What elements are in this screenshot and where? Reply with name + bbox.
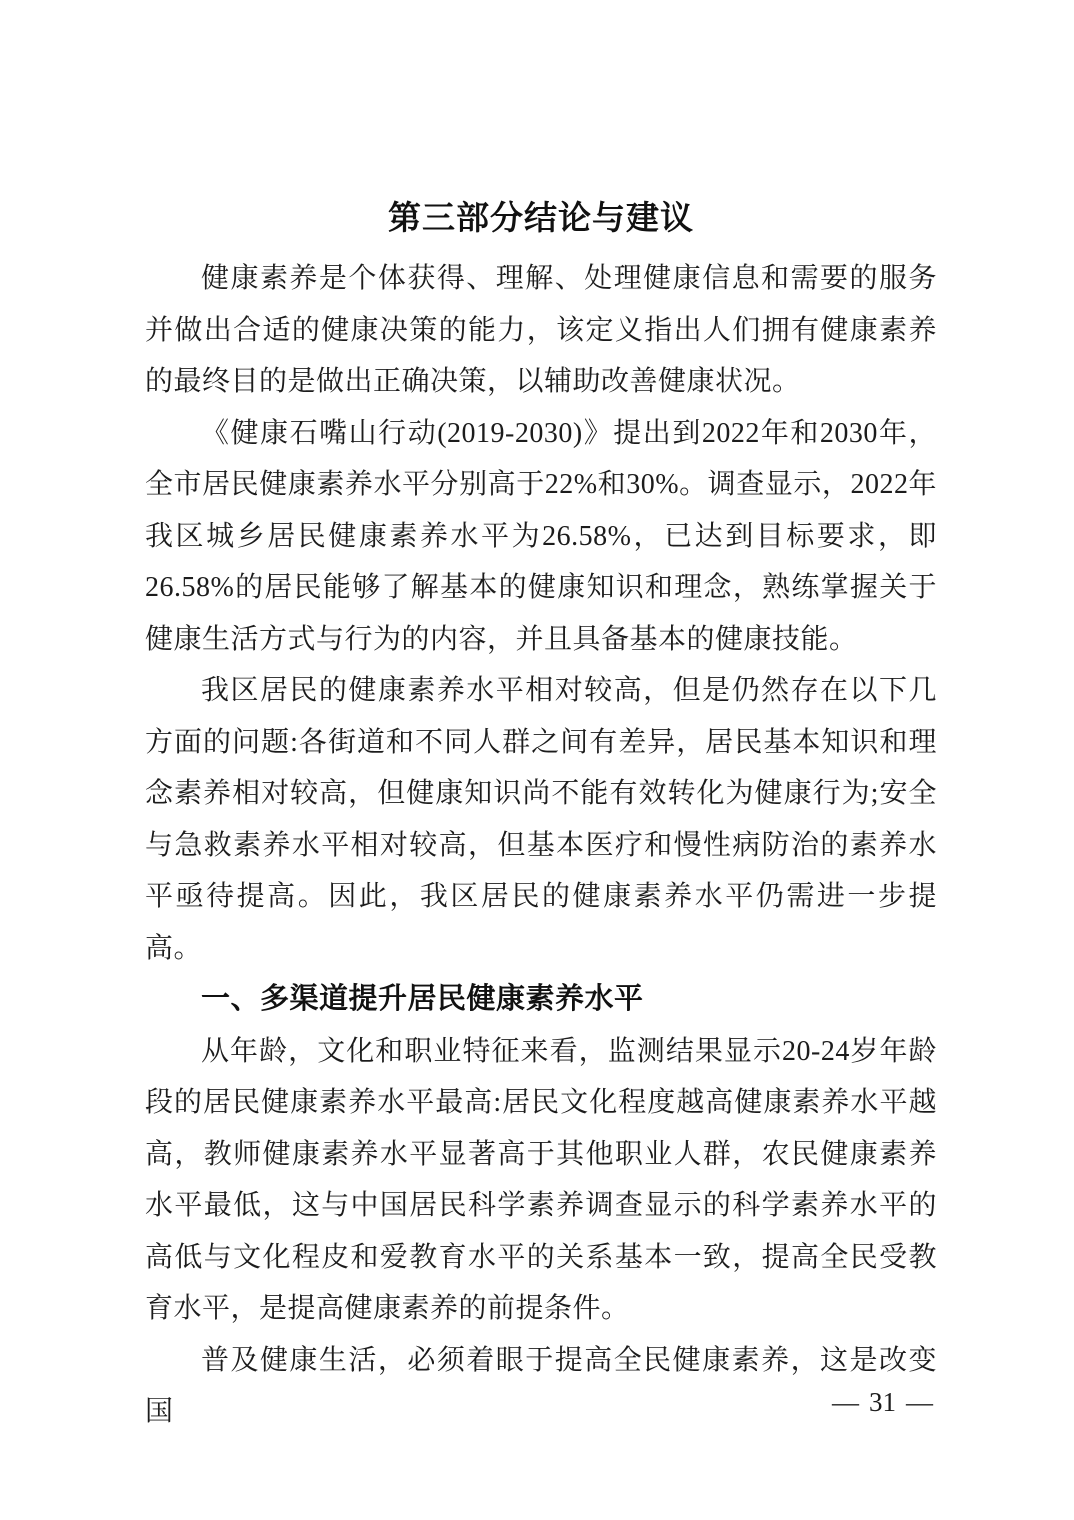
footer-dash-right: —: [906, 1387, 933, 1417]
paragraph-popularize-healthy-life: 普及健康生活，必须着眼于提高全民健康素养，这是改变国: [145, 1344, 937, 1427]
section-heading-1: 一、多渠道提升居民健康素养水平: [200, 983, 644, 1015]
page-number: 31: [869, 1387, 896, 1417]
footer-dash-left: —: [832, 1387, 859, 1417]
paragraph-demographic-findings: 从年龄，文化和职业特征来看，监测结果显示20-24岁年龄段的居民健康素养水平最高:居民文化程度越高健康素养水平越高，教师健康素养水平显著高于其他职业人群，农民健康素养水平最低，这与中国居民科学素养调查显示的科学素养水平的高低与文化程皮和爱教育水平的关系基本一致，提高全民受教育水平，是提高健康素养的前提条件。: [145, 1035, 937, 1324]
paragraph-existing-problems: 我区居民的健康素养水平相对较高，但是仍然存在以下几方面的问题:各街道和不同人群之间有差异，居民基本知识和理念素养相对较高，但健康知识尚不能有效转化为健康行为;安全与急救素养水平相对较高，但基本医疗和慢性病防治的素养水平亟待提高。因此，我区居民的健康素养水平仍需进一步提高。: [145, 675, 937, 964]
page-footer: [827, 1387, 938, 1418]
paragraph-action-plan-targets: 《健康石嘴山行动(2019-2030)》提出到2022年和2030年，全市居民健康素养水平分别高于22%和30%。调查显示，2022年我区城乡居民健康素养水平为26.58%，已达到目标要求，即26.58%的居民能够了解基本的健康知识和理念，熟练掌握关于健康生活方式与行为的内容，并且具备基本的健康技能。: [145, 417, 937, 655]
page-content: [145, 193, 937, 1438]
page-title: 第三部分结论与建议: [388, 199, 694, 236]
paragraph-health-literacy-definition: 健康素养是个体获得、理解、处理健康信息和需要的服务并做出合适的健康决策的能力，该定义指出人们拥有健康素养的最终目的是做出正确决策，以辅助改善健康状况。: [145, 263, 937, 397]
